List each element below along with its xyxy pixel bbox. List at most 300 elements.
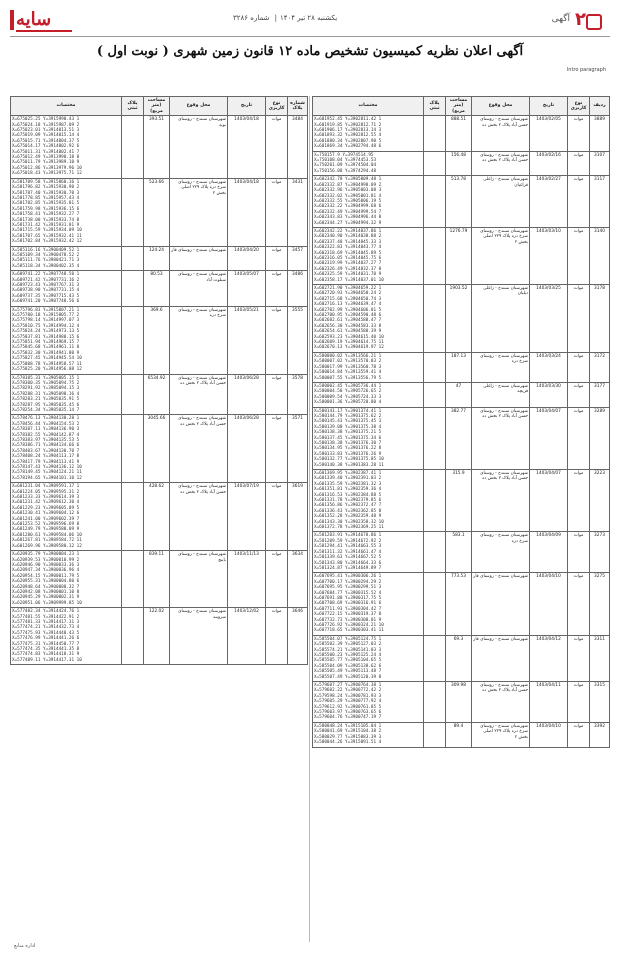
coordinate-line: X=609738.90 Y=3907731.15 4 [12, 288, 80, 294]
row-usage: موات [568, 573, 590, 635]
table-row [11, 374, 308, 415]
coordinate-line: X=575798.14 Y=3914997.07 3 [12, 318, 80, 324]
row-area: 122.02 [144, 608, 170, 665]
row-plate [424, 116, 446, 151]
table-row [313, 573, 610, 635]
row-date: 1403/03/24 [530, 352, 568, 382]
coordinate-line: X=577474.35 Y=3914441.35 8 [12, 647, 80, 652]
col-plate: پلاک ثبتی [424, 97, 446, 116]
row-number: 3223 [590, 470, 610, 532]
coordinate-line: X=575827.45 Y=3914945.54 10 [12, 356, 82, 362]
row-date: 1403/05/21 [228, 306, 266, 374]
coordinate-line: X=602318.69 Y=3914045.89 5 [314, 250, 382, 256]
row-area: 124.24 [144, 246, 170, 271]
notice-table-left [10, 96, 308, 665]
coordinate-line: X=602337.40 Y=3914045.33 3 [314, 239, 382, 245]
row-location: شهرستان سنندج - روستای حسن آباد پلاک ۲ بخش ده [170, 415, 228, 483]
coordinate-line: X=602609.19 Y=3904614.75 11 [314, 340, 384, 346]
coordinate-line: X=575832.30 Y=3914941.80 9 [12, 350, 80, 356]
coordinate-line: X=579604.76 Y=3900747.19 7 [314, 715, 382, 721]
row-coordinates [313, 227, 424, 284]
row-number: 3555 [288, 306, 308, 374]
row-location: شهرستان سنندج - روستای سرخ دره پلاک ۲۲۹ اصلی بخش ۲ [170, 178, 228, 246]
row-usage: موات [568, 532, 590, 573]
coordinate-line: X=579603.97 Y=3900763.65 6 [314, 710, 382, 716]
page-number: ۲ [575, 9, 586, 30]
coordinate-line: X=585502.39 Y=3905127.03 2 [314, 642, 382, 648]
col-area: مساحت (متر مربع) [144, 97, 170, 116]
coordinate-line: X=602715.68 Y=3904650.74 3 [314, 296, 382, 302]
row-number: 3457 [288, 246, 308, 271]
coordinate-line: X=601352.28 Y=3902359.48 9 [314, 514, 382, 520]
coordinate-line: X=601267.81 Y=3909584.72 11 [12, 538, 82, 544]
row-number: 3486 [288, 271, 308, 306]
coordinate-line: X=580000.02 Y=3913566.21 1 [314, 353, 382, 359]
coordinate-line: X=581339.63 Y=3914667.52 5 [314, 555, 382, 561]
coordinate-line: X=585507.49 Y=3905120.39 8 [314, 674, 382, 680]
row-number: 3431 [288, 178, 308, 246]
row-usage: موات [266, 306, 288, 374]
coordinate-line: X=602325.59 Y=3914031.70 9 [314, 272, 382, 278]
row-location: شهرستان سنندج - ژاغلی قراغیان [472, 176, 530, 228]
row-number: 3311 [590, 635, 610, 681]
row-plate [122, 374, 144, 415]
row-plate [424, 352, 446, 382]
coordinate-line: X=602670.13 Y=3904619.97 12 [314, 345, 384, 351]
coordinate-line: X=750108.04 Y=3974453.53 [314, 158, 377, 164]
coordinate-line: X=580017.99 Y=3913560.78 3 [314, 364, 382, 370]
coordinate-line: X=577475.93 Y=3914440.43 5 [12, 630, 80, 636]
coordinate-line: X=579612.92 Y=3900761.85 5 [314, 704, 382, 710]
coordinate-line: X=578254.34 Y=3905035.14 7 [12, 407, 80, 413]
coordinate-line: X=580007.02 Y=3913570.83 2 [314, 359, 382, 365]
row-location: شهرستان سنندج - روستای سرخ دره [472, 352, 530, 382]
coordinate-line: X=575851.94 Y=3914969.15 7 [12, 340, 80, 346]
row-usage: موات [568, 116, 590, 151]
masthead [10, 6, 610, 36]
row-date: 1403/04/07 [530, 407, 568, 469]
row-location: شهرستان سنندج - روستای حسن آباد پلاک ۲ بخش ده [170, 374, 228, 415]
coordinate-line: X=601356.86 Y=3902372.47 7 [314, 503, 382, 509]
row-date: 1403/04/07 [530, 470, 568, 532]
intro-paragraph: Intro paragraph [566, 67, 606, 73]
coordinate-line: X=620947.34 Y=3900036.96 4 [12, 568, 80, 574]
row-coordinates [313, 635, 424, 681]
row-plate [424, 532, 446, 573]
coordinate-line: X=602700.95 Y=3904590.48 6 [314, 313, 382, 319]
coordinate-line: X=580002.45 Y=3905736.44 1 [314, 383, 382, 389]
coordinate-line: X=581758.41 Y=3915932.27 7 [12, 212, 80, 218]
col-usage: نوع کاربری [568, 97, 590, 116]
row-area: 888.51 [446, 116, 472, 151]
row-number: 3172 [590, 352, 610, 382]
coordinate-line: X=578387.11 Y=3904136.90 3 [12, 427, 80, 433]
coordinate-line: X=675015.71 Y=3914004.37 5 [12, 138, 80, 144]
row-area: 187.13 [446, 352, 472, 382]
coordinate-line: X=580145.43 Y=3901375.45 3 [314, 419, 382, 425]
coordinate-line: X=585118.34 Y=3900402.35 4 [12, 263, 80, 269]
table-row [11, 551, 308, 608]
row-date: 1403/04/10 [530, 573, 568, 635]
coordinate-line: X=577474.83 Y=3914418.31 9 [12, 652, 80, 658]
row-location: شهرستان سنندج - روستای قار [472, 573, 530, 635]
row-plate [424, 635, 446, 681]
coordinate-line: X=580134.95 Y=3901376.22 8 [314, 446, 382, 452]
coordinate-line: X=580004.50 Y=3905726.65 2 [314, 389, 382, 395]
coordinate-line: X=602322.83 Y=3914043.77 4 [314, 245, 382, 251]
row-location: شهرستان سنندج - روستای سرخ دره پلاک ۲۲۹ اصلی بخش ۲ [472, 227, 530, 284]
row-date: 1403/06/28 [228, 415, 266, 483]
coordinate-line: X=575825.20 Y=3914956.08 12 [12, 367, 82, 373]
table-row [11, 271, 308, 306]
coordinate-line: X=601335.59 Y=3902381.32 3 [314, 481, 382, 487]
row-usage: موات [568, 151, 590, 176]
col-row: ردیف [590, 97, 610, 116]
row-number: 3273 [590, 532, 610, 573]
row-area: 47 [446, 382, 472, 407]
coordinate-line: X=602344.27 Y=3904994.32 9 [314, 220, 382, 226]
row-location: شهرستان سنندج - ژاغلی قریچه [472, 382, 530, 407]
newspaper-logo[interactable] [10, 8, 80, 32]
row-plate [122, 116, 144, 178]
coordinate-line: X=601336.43 Y=3902362.85 8 [314, 508, 382, 514]
coordinate-line: X=575845.68 Y=3914961.11 8 [12, 345, 80, 351]
coordinate-line: X=601372.78 Y=3902369.25 11 [314, 525, 384, 531]
coordinate-line: X=602316.05 Y=3914045.75 6 [314, 255, 382, 261]
row-date: 1403/02/05 [530, 116, 568, 151]
coordinate-line: X=602358.17 Y=3914037.01 10 [314, 277, 384, 283]
coordinate-line: X=579602.22 Y=3900772.42 2 [314, 688, 382, 694]
coordinate-line: X=609723.43 Y=3907767.31 3 [12, 283, 80, 288]
row-coordinates [11, 415, 122, 483]
coordinate-line: X=578386.71 Y=3904134.66 6 [12, 443, 80, 449]
coordinate-line: X=602720.93 Y=3904650.24 2 [314, 291, 382, 297]
coordinate-line: X=620955.31 Y=3900004.80 6 [12, 579, 80, 585]
row-plate [424, 682, 446, 723]
row-location: شهرستان سنندج - روستای حسن آباد پلاک ۲ بخش ده [472, 682, 530, 723]
row-location: شهرستان سنندج - روستای حسن آباد پلاک ۲ بخش ده [170, 483, 228, 551]
coordinate-line: X=601880.34 Y=3902807.90 5 [314, 138, 382, 144]
coordinate-line: X=578149.45 Y=3904124.21 11 [12, 470, 82, 476]
coordinate-line: X=602332.87 Y=3904998.09 2 [314, 182, 382, 188]
col-usage: نوع کاربری [266, 97, 288, 116]
coordinate-line: X=581311.32 Y=3914661.47 4 [314, 549, 382, 555]
table-row [313, 285, 610, 353]
coordinate-line: X=602332.96 Y=3905003.08 3 [314, 188, 382, 194]
coordinate-line: X=575808.78 Y=3914958.57 11 [12, 361, 82, 367]
coordinate-line: X=579598.24 Y=3900781.93 3 [314, 693, 382, 699]
coordinate-line: X=580044.26 Y=3915091.51 4 [314, 740, 382, 746]
coordinate-line: X=578408.24 Y=3904113.17 8 [12, 454, 80, 460]
coordinate-line: X=585116.16 Y=3900409.52 1 [12, 247, 80, 253]
logo-bar [10, 10, 14, 30]
row-usage: موات [266, 178, 288, 246]
logo-text: سایه [16, 9, 52, 30]
row-coordinates [313, 682, 424, 723]
coordinate-line: X=585109.34 Y=3900478.52 2 [12, 252, 80, 258]
coordinate-line: X=607718.65 Y=3900303.41 11 [314, 628, 384, 634]
row-plate [122, 551, 144, 608]
coordinate-line: X=607732.73 Y=3900308.01 9 [314, 617, 382, 623]
coordinate-line: X=607711.93 Y=3900304.42 7 [314, 606, 382, 612]
col-location: محل وقوع [170, 97, 228, 116]
coordinate-line: X=601369.95 Y=3902387.41 1 [314, 471, 382, 476]
coordinate-line: X=580001.36 Y=3905720.80 4 [314, 400, 382, 406]
coordinate-line: X=581294.41 Y=3914663.55 3 [314, 544, 382, 550]
section-icon [586, 14, 602, 30]
issue-number: شماره ۳۲۸۶ [233, 14, 270, 22]
row-usage: موات [568, 722, 590, 747]
coordinate-line: X=601229.23 Y=3909605.89 5 [12, 505, 80, 511]
coordinate-line: X=578288.31 Y=3905098.16 4 [12, 391, 80, 397]
row-coordinates [313, 151, 424, 176]
row-coordinates [11, 246, 122, 271]
row-location: شهرستان سنندج - روستای حسن آباد پلاک ۲ بخش ده [472, 407, 530, 469]
row-coordinates [11, 608, 122, 665]
coordinate-line: X=602332.49 Y=3904999.54 7 [314, 209, 382, 215]
table-header-row [11, 97, 308, 116]
coordinate-line: X=580029.77 Y=3915083.39 3 [314, 734, 382, 740]
row-date: 1403/03/25 [530, 285, 568, 353]
coordinate-line: X=578291.92 Y=3905094.15 3 [12, 386, 80, 392]
row-location: شهرستان سنندج - روستای سنلوت آباد [170, 271, 228, 306]
coordinate-line: X=602326.49 Y=3914032.37 8 [314, 266, 382, 272]
row-date: 1403/07/19 [228, 483, 266, 551]
table-row [11, 306, 308, 374]
coordinate-line: X=601230.41 Y=3909604.12 6 [12, 511, 80, 517]
coordinate-line: X=602340.90 Y=3914038.88 2 [314, 234, 382, 240]
col-coords: مختصات [313, 97, 424, 116]
table-row [313, 352, 610, 382]
coordinate-line: X=602721.90 Y=3904659.22 1 [314, 286, 382, 291]
col-plate: پلاک ثبتی [122, 97, 144, 116]
coordinate-line: X=581715.59 Y=3915934.09 10 [12, 228, 82, 234]
row-coordinates [313, 470, 424, 532]
row-usage: موات [568, 227, 590, 284]
coordinate-line: X=607695.41 Y=3900306.26 1 [314, 574, 382, 580]
coordinate-line: X=620948.64 Y=3900008.32 7 [12, 584, 80, 590]
coordinate-line: X=585505.49 Y=3905113.48 7 [314, 669, 382, 675]
coordinate-line: X=577474.21 Y=3914432.73 4 [12, 625, 80, 631]
coordinate-line: X=750156.08 Y=3974294.48 [314, 168, 377, 174]
coordinate-line: X=580007.55 Y=3913556.79 5 [314, 375, 382, 381]
coordinate-line: X=675025.25 Y=3915990.43 1 [12, 117, 80, 123]
coordinate-line: X=607700.17 Y=3900294.29 2 [314, 579, 382, 585]
row-usage: موات [568, 382, 590, 407]
coordinate-line: X=580132.77 Y=3901375.85 10 [314, 457, 384, 463]
row-location: شهرستان سنندج - روستای قار [170, 246, 228, 271]
coordinate-line: X=577489.11 Y=3914417.31 10 [12, 657, 82, 663]
row-usage: موات [568, 682, 590, 723]
coordinate-line: X=580138.38 Y=3901375.21 5 [314, 430, 382, 436]
coordinate-line: X=607722.15 Y=3900319.37 8 [314, 612, 382, 618]
row-plate [122, 608, 144, 665]
row-coordinates [11, 483, 122, 551]
row-coordinates [313, 573, 424, 635]
coordinate-line: X=675019.09 Y=3914015.14 4 [12, 133, 80, 139]
table-row [11, 483, 308, 551]
coordinate-line: X=581782.85 Y=3915935.81 5 [12, 201, 80, 207]
coordinate-line: X=578147.43 Y=3904136.12 10 [12, 465, 82, 470]
row-location: شهرستان سنندج - روستای سروینه [170, 608, 228, 665]
row-area: 69.3 [446, 635, 472, 681]
row-area: 156.48 [446, 151, 472, 176]
row-coordinates [313, 352, 424, 382]
coordinate-line: X=675014.17 Y=3914002.92 6 [12, 144, 80, 150]
coordinate-line: X=607684.77 Y=3900315.52 4 [314, 590, 382, 596]
row-area: 89.4 [446, 722, 472, 747]
table-row [313, 470, 610, 532]
coordinate-line: X=675023.01 Y=3914013.51 3 [12, 128, 80, 134]
table-row [313, 532, 610, 573]
coordinate-line: X=602682.61 Y=3904588.47 7 [314, 318, 382, 324]
row-plate [424, 407, 446, 469]
table-row [313, 116, 610, 151]
coordinate-line: X=575824.24 Y=3914973.13 5 [12, 329, 80, 335]
table-row [11, 415, 308, 483]
row-usage: موات [568, 470, 590, 532]
row-area: 393.51 [144, 116, 170, 178]
col-coords: مختصات [11, 97, 122, 116]
row-coordinates [11, 374, 122, 415]
coordinate-line: X=675012.49 Y=3913990.18 8 [12, 155, 80, 161]
row-area: 773.53 [446, 573, 472, 635]
coordinate-line: X=580014.84 Y=3913559.41 4 [314, 370, 382, 376]
row-plate [122, 271, 144, 306]
coordinate-line: X=579607.27 Y=3900764.38 1 [314, 683, 382, 689]
page-title: آگهی اعلان نظریه کمیسیون تشخیص ماده ۱۲ قانون زمین شهری ( نوبت اول ) [96, 44, 524, 59]
coordinate-line: X=602654.61 Y=3904580.39 9 [314, 329, 382, 335]
row-number: 3646 [288, 608, 308, 665]
coordinate-line: X=581702.84 Y=3915932.42 12 [12, 239, 82, 245]
coordinate-line: X=578417.79 Y=3904113.41 9 [12, 459, 80, 465]
row-area: 1903.52 [446, 285, 472, 353]
row-plate [424, 151, 446, 176]
row-number: 3634 [288, 551, 308, 608]
row-number: 3315 [590, 682, 610, 723]
coordinate-line: X=578300.35 Y=3905094.75 2 [12, 380, 80, 386]
coordinate-line: X=585505.77 Y=3905104.65 5 [314, 658, 382, 664]
coordinate-line: X=581203.91 Y=3914678.86 1 [314, 533, 382, 539]
col-location: محل وقوع [472, 97, 530, 116]
coordinate-line: X=602342.78 Y=3905009.48 1 [314, 177, 382, 183]
coordinate-line: X=602656.30 Y=3904583.33 8 [314, 323, 382, 329]
coordinate-line: X=620945.29 Y=3900002.31 9 [12, 595, 80, 601]
row-coordinates [11, 271, 122, 306]
table-row [11, 116, 308, 178]
row-date: 1403/04/09 [530, 532, 568, 573]
coordinate-line: X=601906.17 Y=3902813.14 3 [314, 128, 382, 134]
row-number: 3619 [288, 483, 308, 551]
row-area: 6534.92 [144, 374, 170, 415]
row-date: 1403/04/18 [228, 178, 266, 246]
table-row [11, 246, 308, 271]
row-area: 309.98 [446, 682, 472, 723]
coordinate-line: X=601351.81 Y=3902359.36 4 [314, 487, 382, 493]
coordinate-line: X=602332.02 Y=3905001.81 4 [314, 193, 382, 199]
row-date: 1403/04/18 [228, 116, 266, 178]
coordinate-line: X=578403.67 Y=3904130.70 7 [12, 448, 80, 454]
coordinate-line: X=609737.35 Y=3907715.43 5 [12, 293, 80, 299]
row-location: شهرستان سنندج - روستای باینچ [170, 551, 228, 608]
row-plate [122, 415, 144, 483]
coordinate-line: X=580141.17 Y=3901374.41 1 [314, 408, 382, 414]
coordinate-line: X=581787.40 Y=3915930.70 3 [12, 190, 80, 196]
row-plate [424, 227, 446, 284]
row-number: 3177 [590, 382, 610, 407]
coordinate-line: X=601249.79 Y=3909588.09 9 [12, 527, 80, 533]
row-area: 382.77 [446, 407, 472, 469]
row-plate [122, 483, 144, 551]
row-location: شهرستان سنندج - روستای حسن آباد پلاک ۲ بخش ده [472, 151, 530, 176]
row-plate [122, 306, 144, 374]
row-location: شهرستان سنندج - روستای سرخ دره [170, 306, 228, 374]
row-coordinates [313, 285, 424, 353]
coordinate-line: X=607708.69 Y=3900316.91 6 [314, 601, 382, 607]
coordinate-line: X=575810.75 Y=3914994.12 4 [12, 323, 80, 329]
row-date: 1403/04/11 [530, 682, 568, 723]
row-location: شهرستان سنندج - روستای نویه [170, 116, 228, 178]
row-number: 3140 [590, 227, 610, 284]
coordinate-line: X=580048.24 Y=3915105.04 1 [314, 723, 382, 729]
row-location: شهرستان سنندج - روستای حسن آباد پلاک ۲ بخش ده [472, 470, 530, 532]
coordinate-line: X=602332.55 Y=3905006.19 5 [314, 198, 382, 204]
coordinate-line: X=581707.65 Y=3915932.41 11 [12, 233, 82, 239]
row-area: 583.1 [446, 532, 472, 573]
row-date: 1403/03/30 [530, 382, 568, 407]
column-divider [309, 96, 310, 942]
row-area: 513.78 [446, 176, 472, 228]
coordinate-line: X=577481.55 Y=3914422.91 2 [12, 614, 80, 620]
col-area: مساحت (متر مربع) [446, 97, 472, 116]
coordinate-line: X=581759.98 Y=3915936.15 6 [12, 206, 80, 212]
coordinate-line: X=585111.76 Y=3900421.71 3 [12, 258, 80, 264]
row-area: 1276.79 [446, 227, 472, 284]
coordinate-line: X=580144.79 Y=3901375.62 2 [314, 413, 382, 419]
coordinate-line: X=578287.95 Y=3905035.45 6 [12, 402, 80, 408]
row-area: 428.62 [144, 483, 170, 551]
coordinate-line: X=601339.40 Y=3902391.03 2 [314, 476, 382, 482]
coordinate-line: X=601343.30 Y=3902358.32 10 [314, 519, 384, 525]
coordinate-line: X=602319.99 Y=3914037.27 7 [314, 261, 382, 267]
coordinate-line: X=577475.31 Y=3914450.77 7 [12, 641, 80, 647]
coordinate-line: X=581778.85 Y=3915957.43 4 [12, 195, 80, 201]
coordinate-line: X=580137.45 Y=3901375.34 6 [314, 435, 382, 441]
col-parcel: شماره پلاک [288, 97, 308, 116]
coordinate-line: X=575796.83 Y=3915807.21 1 [12, 307, 80, 313]
coordinate-line: X=578383.97 Y=3904135.53 5 [12, 437, 80, 443]
coordinate-line: X=620935.79 Y=3900004.23 1 [12, 552, 80, 558]
coordinate-line: X=750157.9 Y=3974514.95 [314, 152, 374, 158]
coordinate-line: X=602716.13 Y=3904639.47 4 [314, 302, 382, 308]
coordinate-line: X=575780.18 Y=3915805.77 2 [12, 313, 80, 319]
coordinate-line: X=675012.86 Y=3913979.96 10 [12, 165, 82, 171]
table-row [313, 151, 610, 176]
table-row [11, 178, 308, 246]
coordinate-line: X=581709.58 Y=3915860.16 1 [12, 179, 80, 185]
coordinate-line: X=581738.00 Y=3915933.74 8 [12, 217, 80, 223]
row-number: 3571 [288, 415, 308, 483]
row-plate [424, 573, 446, 635]
coordinate-line: X=580009.54 Y=3905724.33 3 [314, 394, 382, 400]
row-plate [424, 285, 446, 353]
coordinate-line: X=602593.23 Y=3904615.40 10 [314, 334, 384, 340]
row-area: 523.66 [144, 178, 170, 246]
table-row [11, 608, 308, 665]
coordinate-line: X=578476.13 Y=3904130.28 1 [12, 416, 80, 422]
coordinate-line: X=602342.22 Y=3914037.86 1 [314, 228, 382, 234]
coordinate-line: X=609741.20 Y=3907748.56 6 [12, 299, 80, 305]
